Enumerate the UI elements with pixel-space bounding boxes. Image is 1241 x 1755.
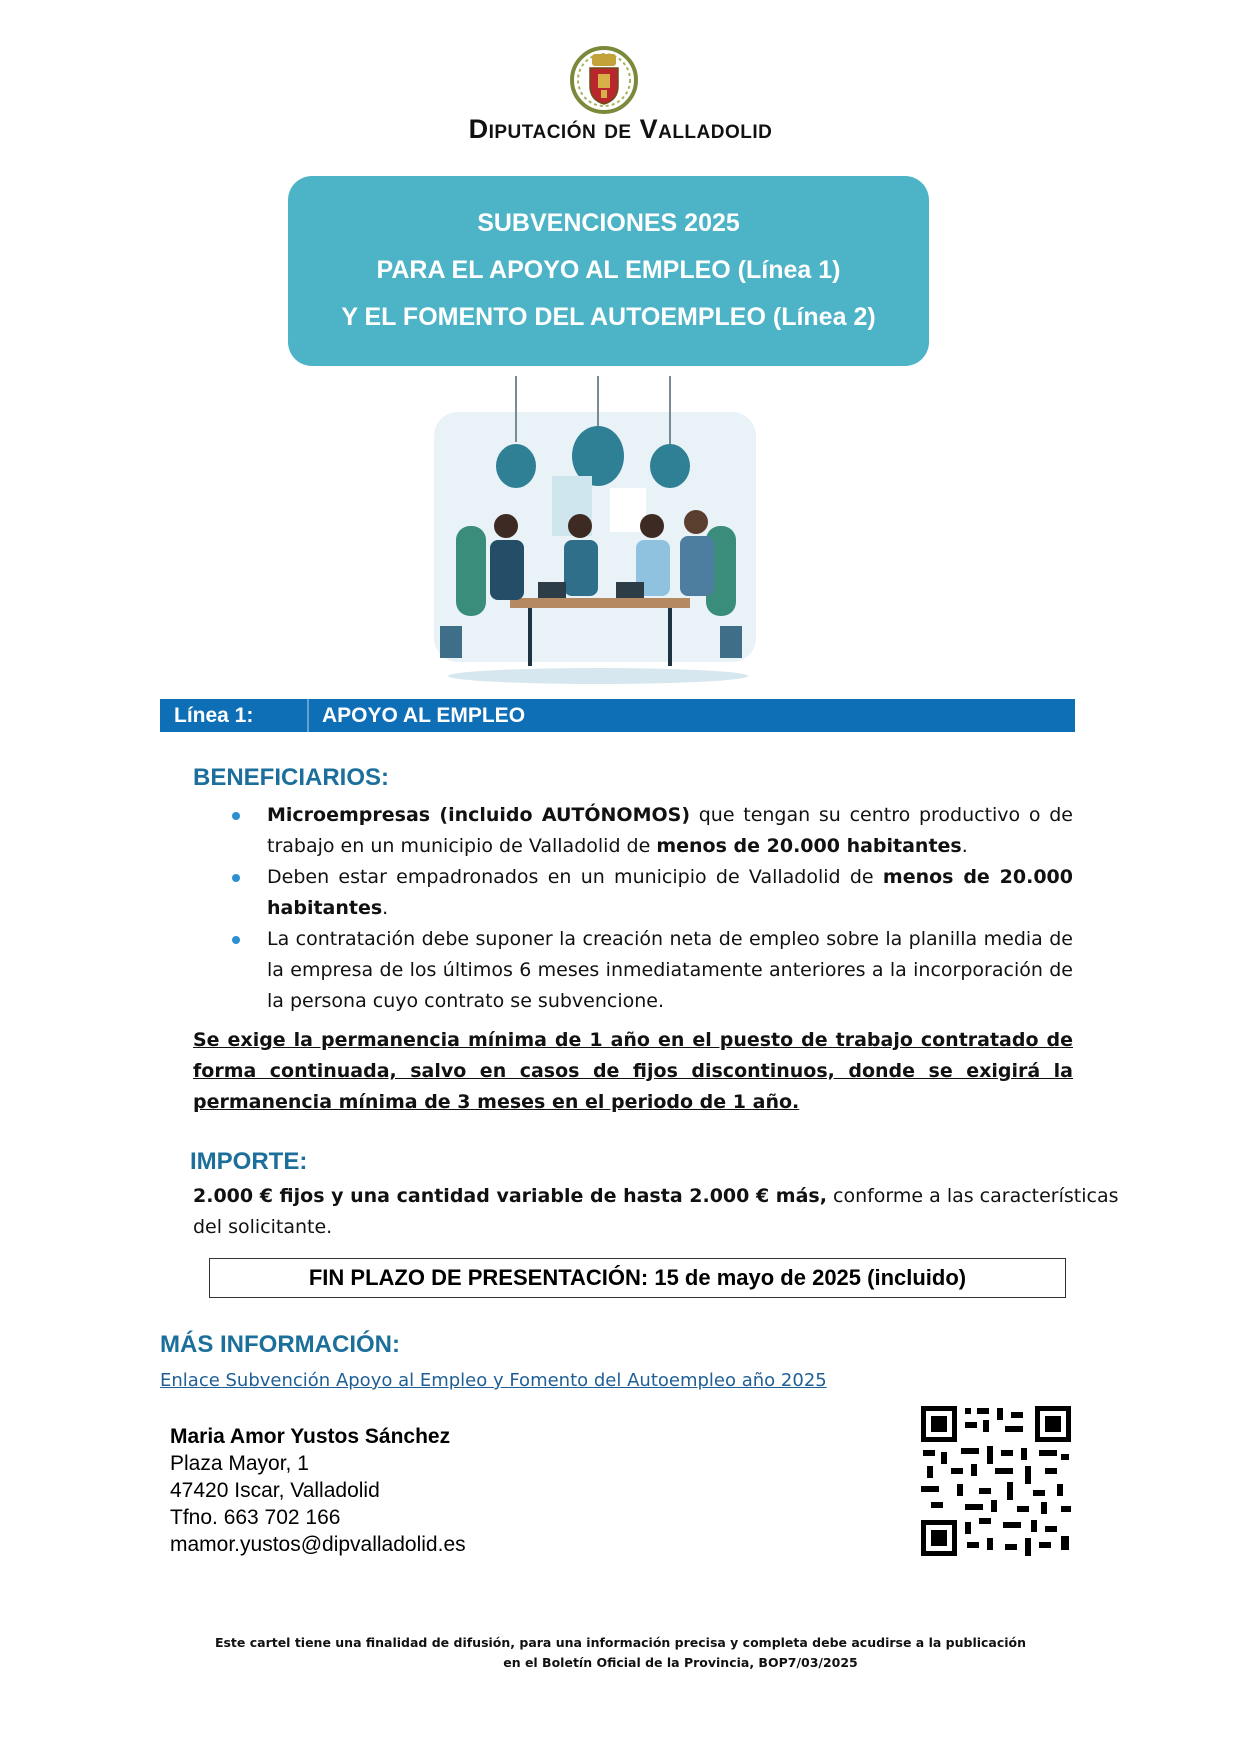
contact-address: Plaza Mayor, 1: [170, 1452, 309, 1475]
bullet-1-end: .: [961, 835, 968, 857]
contact-name: Maria Amor Yustos Sánchez: [170, 1425, 451, 1448]
permanencia-notice: Se exige la permanencia mínima de 1 año en el puesto de trabajo contratado de forma continuada, salvo en casos de fijos discontinuos, donde se exigirá la permanencia mínima de 3 meses en el periodo de 1 año.: [193, 1029, 1073, 1113]
qr-code-icon[interactable]: [921, 1406, 1071, 1556]
title-line-1: SUBVENCIONES 2025: [477, 209, 740, 237]
list-item: [193, 862, 1073, 924]
contact-phone: Tfno. 663 702 166: [170, 1506, 341, 1529]
contact-email[interactable]: mamor.yustos@dipvalladolid.es: [170, 1533, 466, 1556]
bullet-1-bold: Microempresas (incluido AUTÓNOMOS): [267, 804, 691, 826]
list-item: [193, 924, 1073, 1017]
bullet-3-text: La contratación debe suponer la creación neta de empleo sobre la planilla media de la empresa de los últimos 6 meses inmediatamente anteriores a la incorporación de la persona cuyo contrato se subvencione.: [267, 928, 1073, 1012]
mas-info-heading: MÁS INFORMACIÓN:: [160, 1331, 400, 1358]
contact-block: [170, 1423, 466, 1558]
deadline-box: FIN PLAZO DE PRESENTACIÓN: 15 de mayo de 2025 (incluido): [209, 1258, 1066, 1298]
section-bar-title: APOYO AL EMPLEO: [322, 704, 526, 727]
office-meeting-illustration: [420, 376, 774, 688]
importe-bold: 2.000 € fijos y una cantidad variable de hasta 2.000 € más,: [193, 1185, 827, 1207]
footer-line-1: Este cartel tiene una finalidad de difusión, para una información precisa y completa debe acudirse a la publicación: [214, 1635, 1027, 1650]
subvencion-link[interactable]: Enlace Subvención Apoyo al Empleo y Fomento del Autoempleo año 2025: [160, 1370, 827, 1391]
organization-name: [0, 114, 1241, 145]
section-bar-divider: [307, 699, 309, 732]
title-line-3: Y EL FOMENTO DEL AUTOEMPLEO (Línea 2): [341, 303, 876, 331]
importe-heading: IMPORTE:: [190, 1148, 308, 1175]
beneficiarios-heading: BENEFICIARIOS:: [193, 764, 390, 791]
bullet-1-bold-2: menos de 20.000 habitantes: [656, 835, 962, 857]
importe-rest: conforme a las características del solicitante.: [193, 1185, 1119, 1238]
section-bar-label: Línea 1:: [174, 704, 254, 727]
coat-of-arms-icon: [568, 40, 640, 118]
organization-name-text: Diputación de Valladolid: [468, 114, 773, 144]
importe-text: [193, 1181, 1123, 1243]
title-banner: [288, 176, 929, 366]
section-bar-linea-1: [160, 699, 1075, 732]
beneficiarios-section: [193, 800, 1073, 1118]
bullet-1-text: que tengan su centro productivo o de trabajo en un municipio de Valladolid de: [267, 804, 1073, 857]
title-line-2: PARA EL APOYO AL EMPLEO (Línea 1): [376, 256, 841, 284]
bullet-2-end: .: [382, 897, 389, 919]
beneficiarios-list: [193, 800, 1073, 1017]
footer-line-2: en el Boletín Oficial de la Provincia, BOP7/03/2025: [503, 1655, 858, 1670]
footer-disclaimer: [0, 1633, 1241, 1673]
bullet-2-bold: menos de 20.000 habitantes: [267, 866, 1073, 919]
bullet-2-text: Deben estar empadronados en un municipio de Valladolid de: [267, 866, 883, 888]
list-item: [193, 800, 1073, 862]
contact-city: 47420 Iscar, Valladolid: [170, 1479, 380, 1502]
